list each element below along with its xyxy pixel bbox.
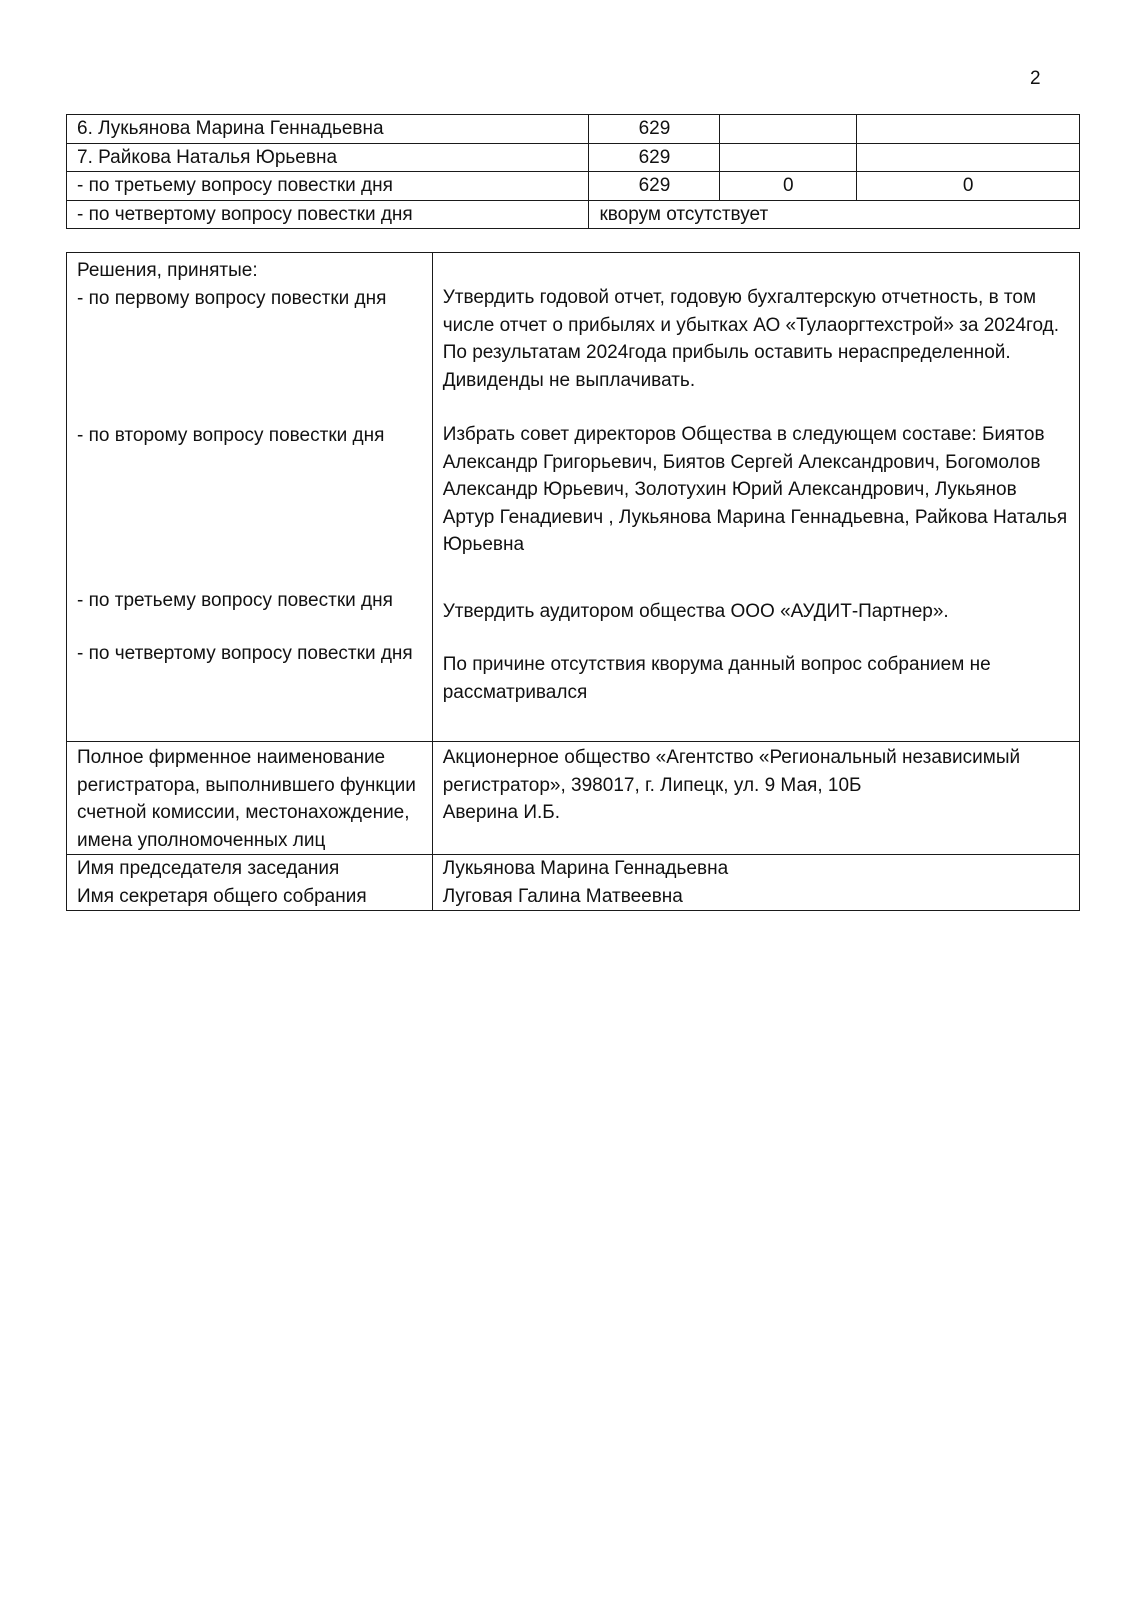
q1-decision: Утвердить годовой отчет, годовую бухгалтерскую отчетность, в том числе отчет о прибылях и убытках АО «Тулаоргтехстрой» за 2024год. По результатам 2024года прибыль оставить нераспределенной. Дивиденды не выплачивать. (442, 287, 1060, 391)
q1-label: - по первому вопросу повестки дня (77, 287, 387, 309)
officers-names (432, 855, 1079, 911)
q3-decision: Утвердить аудитором общества ООО «АУДИТ-Партнер». (442, 600, 949, 622)
q4-decision: По причине отсутствия кворума данный вопрос собранием не рассматривался (442, 654, 991, 703)
registrar-row (67, 742, 1080, 855)
votes-abstain: 0 (857, 172, 1080, 201)
table-row (67, 143, 1080, 172)
page-number: 2 (1030, 68, 1041, 89)
votes-against: 0 (720, 172, 857, 201)
quorum-status: кворум отсутствует (589, 200, 1080, 229)
votes-against (720, 115, 857, 144)
table-row (67, 172, 1080, 201)
votes-for: 629 (589, 143, 720, 172)
votes-table (66, 114, 1080, 229)
votes-for: 629 (589, 115, 720, 144)
votes-abstain (857, 115, 1080, 144)
officers-labels (67, 855, 433, 911)
q4-label: - по четвертому вопросу повестки дня (77, 643, 413, 664)
registrar-name: Акционерное общество «Агентство «Региональный независимый регистратор», 398017, г. Липецк, ул. 9 Мая, 10Б (442, 747, 1021, 796)
votes-for: 629 (589, 172, 720, 201)
q3-label: - по третьему вопросу повестки дня (77, 589, 393, 611)
registrar-info (432, 742, 1079, 855)
secretary-name: Луговая Галина Матвеевна (442, 885, 683, 907)
votes-abstain (857, 143, 1080, 172)
decisions-table (66, 252, 1080, 911)
registrar-label: Полное фирменное наименование регистратора, выполнившего функции счетной комиссии, местонахождение, имена уполномоченных лиц (67, 742, 433, 855)
q2-decision: Избрать совет директоров Общества в следующем составе: Биятов Александр Григорьевич, Биятов Сергей Александрович, Богомолов Александр Юрьевич, Золотухин Юрий Александрович, Лукьянов Артур Генадиевич , Лукьянова Марина Геннадьевна, Райкова Наталья Юрьевна (442, 424, 1068, 555)
vote-label: - по третьему вопросу повестки дня (67, 172, 589, 201)
table-row (67, 115, 1080, 144)
vote-label: - по четвертому вопросу повестки дня (67, 200, 589, 229)
votes-against (720, 143, 857, 172)
decisions-texts (432, 253, 1079, 742)
secretary-label: Имя секретаря общего собрания (77, 885, 367, 907)
vote-label: 6. Лукьянова Марина Геннадьевна (67, 115, 589, 144)
table-row (67, 200, 1080, 229)
decisions-labels (67, 253, 433, 742)
decisions-row (67, 253, 1080, 742)
q2-label: - по второму вопросу повестки дня (77, 425, 385, 446)
decisions-header: Решения, принятые: (77, 260, 258, 281)
chair-label: Имя председателя заседания (77, 858, 340, 879)
officers-row (67, 855, 1080, 911)
registrar-person: Аверина И.Б. (442, 802, 561, 823)
vote-label: 7. Райкова Наталья Юрьевна (67, 143, 589, 172)
chair-name: Лукьянова Марина Геннадьевна (442, 858, 729, 879)
